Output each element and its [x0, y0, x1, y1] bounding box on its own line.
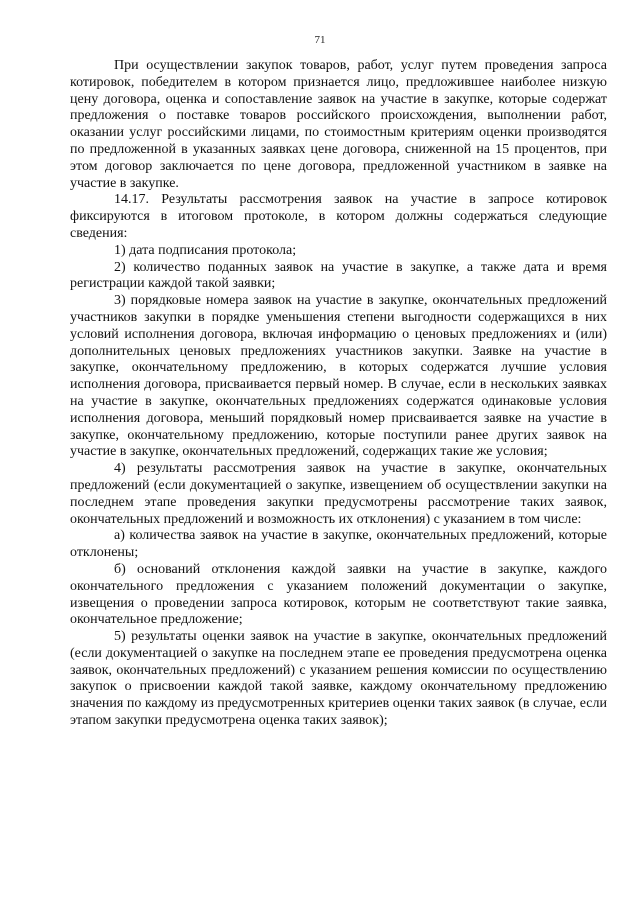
paragraph-intro: При осуществлении закупок товаров, работ, услуг путем проведения запроса котировок, победителем в котором признается лицо, предложившее наиболее низкую цену договора, оценка и сопоставление заявок на участие в закупке, которые содержат предложения о поставке товаров российского происхождения, выполнении работ, оказании услуг российскими лицами, по стоимостным критериям оценки производятся по предложенной в указанных заявках цене договора, сниженной на 15 процентов, при этом договор заключается по цене договора, предложенной участником в заявке на участие в закупке. [70, 58, 607, 191]
list-item-4: 4) результаты рассмотрения заявок на участие в закупке, окончательных предложений (если документацией о закупке, извещением об осуществлении закупки на последнем этапе проведения закупки предусмотрены рассмотрение таких заявок, окончательных предложений и возможность их отклонения) с указанием в том числе: [70, 461, 607, 527]
paragraph-14-17: 14.17. Результаты рассмотрения заявок на участие в запросе котировок фиксируются в итоговом протоколе, в котором должны содержаться следующие сведения: [70, 192, 607, 241]
list-item-1: 1) дата подписания протокола; [114, 242, 297, 258]
sub-item-b: б) оснований отклонения каждой заявки на участие в закупке, каждого окончательного предложения с указанием положений документации о закупке, извещения о проведении запроса котировок, которым не соответствуют такие заявка, окончательное предложение; [70, 561, 607, 628]
page-number: 71 [314, 34, 326, 46]
document-body [70, 58, 607, 730]
list-item-3: 3) порядковые номера заявок на участие в закупке, окончательных предложений участников закупки в порядке уменьшения степени выгодности содержащихся в них условий исполнения договора, включая информацию о ценовых предложениях и (или) дополнительных ценовых предложениях участников закупки. Заявке на участие в закупке, окончательному предложению, в которых содержатся лучшие условия исполнения договора, присваивается первый номер. В случае, если в нескольких заявках на участие в закупке, окончательных предложениях содержатся одинаковые условия исполнения договора, меньший порядковый номер присваивается заявке на участие в закупке, окончательному предложению, которые поступили ранее других заявок на участие в закупке, окончательных предложений, содержащих такие же условия; [70, 293, 607, 460]
list-item-2: 2) количество поданных заявок на участие в закупке, а также дата и время регистрации каждой такой заявки; [70, 259, 607, 292]
sub-item-a: а) количества заявок на участие в закупке, окончательных предложений, которые отклонены; [70, 528, 607, 561]
list-item-5: 5) результаты оценки заявок на участие в закупке, окончательных предложений (если документацией о закупке на последнем этапе ее проведения предусмотрена оценка заявок, окончательных предложений) с указанием решения комиссии по осуществлению закупок о присвоении каждой такой заявке, каждому окончательному предложению значения по каждому из предусмотренных критериев оценки таких заявок (в случае, если этапом закупки предусмотрена оценка таких заявок); [70, 629, 607, 729]
